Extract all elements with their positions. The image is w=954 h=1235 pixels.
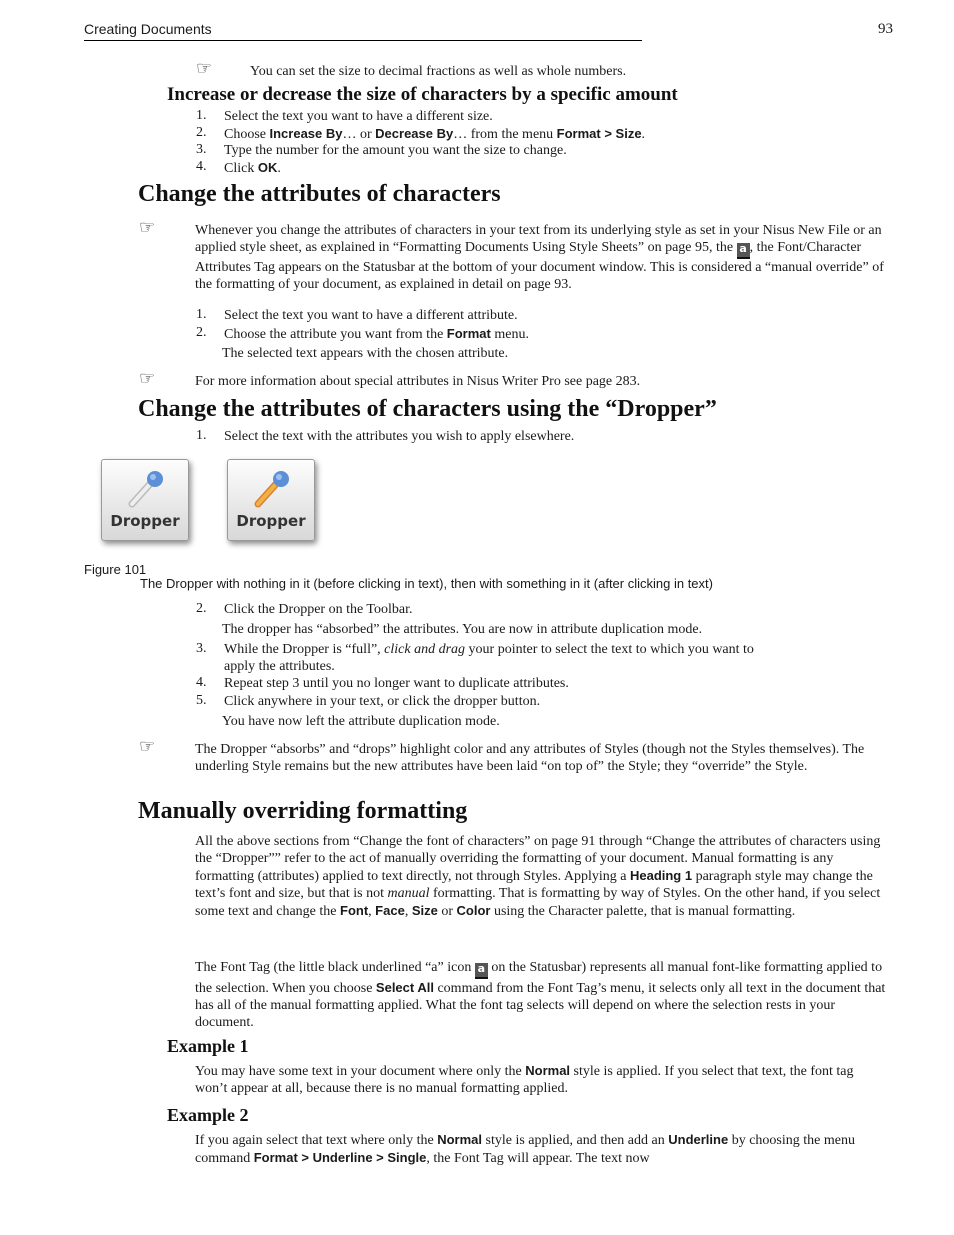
step-number: 3.	[196, 142, 207, 157]
font-tag-icon: a	[475, 963, 488, 979]
step-number: 3.	[196, 641, 207, 656]
pointing-hand-icon: ☞	[139, 736, 156, 757]
attr-step-2: Choose the attribute you want from the Format menu.	[224, 326, 529, 342]
step-number: 2.	[196, 125, 207, 140]
dropper-button-label: Dropper	[110, 512, 180, 530]
note-special-attributes: For more information about special attributes in Nisus Writer Pro see page 283.	[195, 374, 641, 389]
style-name: Normal	[437, 1132, 482, 1147]
menu-path: Format > Size	[556, 126, 642, 141]
example-1-text: You may have some text in your document where only the Normal style is applied. If you select that text, the font tag won’t appear at all, because there is no manual formatting applied.	[195, 1063, 854, 1096]
heading-change-attributes: Change the attributes of characters	[138, 181, 501, 207]
size-step-2: Choose Increase By… or Decrease By… from the menu Format > Size.	[224, 126, 646, 142]
dropper-step-1: Select the text with the attributes you wish to apply elsewhere.	[224, 429, 575, 444]
style-name: Heading 1	[629, 868, 693, 883]
attribute-name: Size	[411, 903, 438, 918]
step-number: 4.	[196, 159, 207, 174]
pointing-hand-icon: ☞	[196, 58, 213, 79]
dropper-icon	[124, 470, 168, 510]
heading-example-2: Example 2	[167, 1105, 249, 1125]
manual-paragraph-2: The Font Tag (the little black underlined “a” icon a on the Statusbar) represents all manual font-like formatting applied to the selection. When you choose Select All command from the Font Tag’s menu, it selects only all text in the document that has all of the manual formatting applied. What the font tag selects will depend on where the selection rests in your document.	[195, 960, 886, 1030]
example-2-text: If you again select that text where only the Normal style is applied, and then add an Underline by choosing the menu command Format > Underline > Single, the Font Tag will appear. The text now	[195, 1132, 855, 1166]
heading-manual-override: Manually overriding formatting	[138, 798, 468, 824]
dropper-step-5: Click anywhere in your text, or click the dropper button.	[224, 694, 541, 709]
dropper-step-2-result: The dropper has “absorbed” the attributes. You are now in attribute duplication mode.	[222, 622, 703, 637]
dropper-button-empty[interactable]	[101, 459, 189, 541]
menu-path: Format > Underline > Single	[253, 1150, 427, 1165]
menu-command: Decrease By	[375, 126, 454, 141]
dropper-step-2: Click the Dropper on the Toolbar.	[224, 602, 413, 617]
size-step-1: Select the text you want to have a different size.	[224, 109, 493, 124]
heading-dropper: Change the attributes of characters using the “Dropper”	[138, 396, 717, 422]
step-number: 2.	[196, 601, 207, 616]
menu-command: Increase By	[269, 126, 343, 141]
command-name: Select All	[375, 980, 434, 995]
size-step-3: Type the number for the amount you want the size to change.	[224, 143, 567, 158]
page-number: 93	[878, 21, 893, 37]
step-number: 1.	[196, 428, 207, 443]
dropper-step-4: Repeat step 3 until you no longer want to duplicate attributes.	[224, 676, 569, 691]
attribute-name: Font	[340, 903, 369, 918]
figure-caption: The Dropper with nothing in it (before clicking in text), then with something in it (after clicking in text)	[140, 576, 713, 591]
attribute-name: Face	[375, 903, 405, 918]
heading-example-1: Example 1	[167, 1036, 249, 1056]
step-number: 5.	[196, 693, 207, 708]
note-decimal-sizes: You can set the size to decimal fractions as well as whole numbers.	[250, 64, 627, 79]
heading-size-amount: Increase or decrease the size of characters by a specific amount	[167, 84, 678, 105]
figure-label: Figure 101	[84, 562, 147, 577]
pointing-hand-icon: ☞	[139, 368, 156, 389]
manual-paragraph-1: All the above sections from “Change the font of characters” on page 91 through “Change the attributes of characters using the “Dropper”” refer to the act of manually overriding the formatting of your document. Manual formatting is any formatting (attributes) applied to text directly, not through Styles. Applying a Heading 1 paragraph style may change the text’s font and size, but that is not manual formatting. That is formatting by way of Styles. On the other hand, if you select some text and change the Font, Face, Size or Color using the Character palette, that is manual formatting.	[195, 834, 881, 919]
note-manual-override: Whenever you change the attributes of characters in your text from its underlying style as set in your Nisus New File or an applied style sheet, as explained in “Formatting Documents Using Style Sheets” on page 95, the a , the Font/Character Attributes Tag appears on the Statusbar at the bottom of your document window. This is considered a “manual override” of the formatting of your document, as explained in detail on page 93.	[195, 223, 884, 292]
dropper-button-label: Dropper	[236, 512, 306, 530]
note-dropper-styles: The Dropper “absorbs” and “drops” highlight color and any attributes of Styles (though not the Styles themselves). The underling Style remains but the new attributes have been laid “on top of” the Style; they “override” the Style.	[195, 742, 865, 774]
step-number: 4.	[196, 675, 207, 690]
pointing-hand-icon: ☞	[139, 217, 156, 238]
size-step-4: Click OK.	[224, 160, 281, 176]
dropper-step-5-result: You have now left the attribute duplication mode.	[222, 714, 500, 729]
dropper-icon	[250, 470, 294, 510]
header-rule	[84, 40, 642, 41]
step-number: 1.	[196, 108, 207, 123]
step-number: 2.	[196, 325, 207, 340]
attr-step-1: Select the text you want to have a different attribute.	[224, 308, 518, 323]
font-tag-icon: a	[737, 243, 750, 259]
attribute-name: Color	[456, 903, 491, 918]
dropper-button-full[interactable]	[227, 459, 315, 541]
attr-step-result: The selected text appears with the chosen attribute.	[222, 346, 509, 361]
attribute-name: Underline	[668, 1132, 729, 1147]
style-name: Normal	[525, 1063, 571, 1078]
step-number: 1.	[196, 307, 207, 322]
button-name: OK	[257, 160, 278, 175]
dropper-step-3: While the Dropper is “full”, click and drag your pointer to select the text to which you want to apply the attributes.	[224, 642, 754, 674]
menu-name: Format	[446, 326, 491, 341]
running-header-section: Creating Documents	[84, 21, 212, 37]
